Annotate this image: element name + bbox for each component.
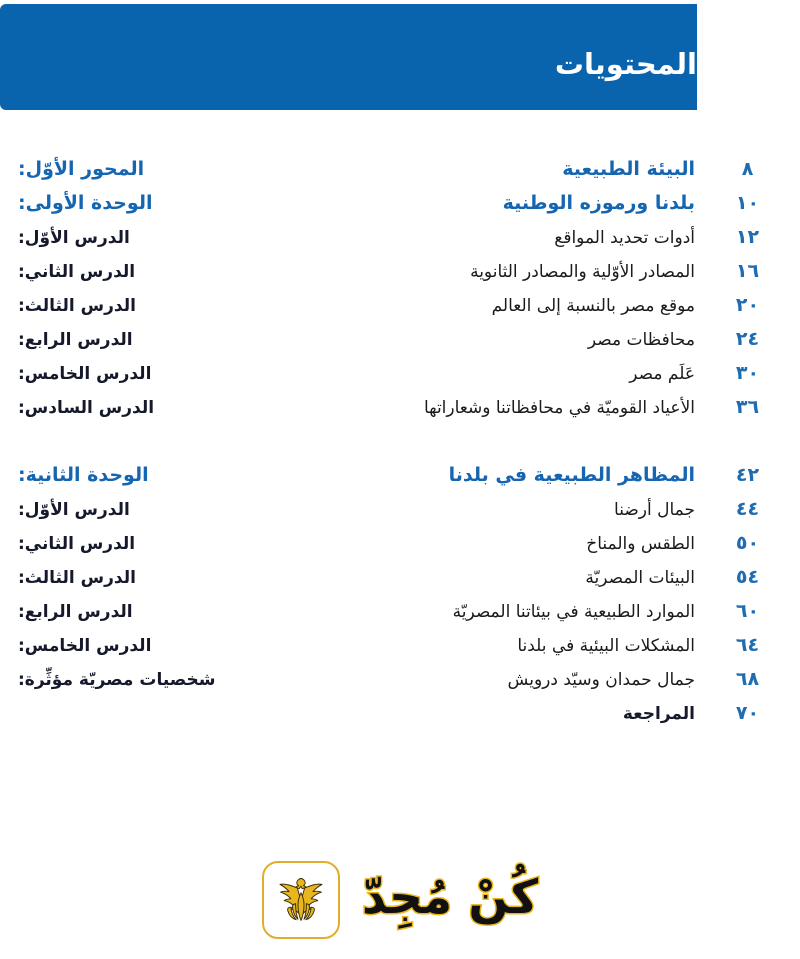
toc-entry-page-number: ٤٤ [735, 498, 760, 520]
toc-entry-title: البيئة الطبيعية [562, 158, 695, 180]
row-spacer [0, 486, 800, 498]
toc-entry-page-number: ٤٢ [735, 464, 760, 486]
toc-entry-label: الدرس الخامس: [18, 364, 152, 384]
toc-entry-page-number: ١٢ [735, 226, 760, 248]
row-spacer [0, 520, 800, 532]
toc-entry-text [0, 228, 695, 248]
toc-entry-text [0, 330, 695, 350]
toc-entry-label: الدرس الثاني: [18, 534, 136, 554]
row-spacer [0, 180, 800, 192]
toc-entry-title: المظاهر الطبيعية في بلدنا [448, 464, 695, 486]
toc-entry[interactable] [0, 226, 800, 248]
row-spacer [0, 656, 800, 668]
toc-entry[interactable] [0, 702, 800, 724]
toc-entry[interactable] [0, 532, 800, 554]
toc-entry-text [0, 158, 695, 180]
toc-entry-page-number: ٦٠ [735, 600, 760, 622]
header-banner-inner [0, 36, 697, 79]
row-spacer [0, 282, 800, 294]
row-spacer [0, 384, 800, 396]
toc-entry-title: جمال أرضنا [614, 500, 695, 520]
toc-entry-page-number: ٦٨ [735, 668, 760, 690]
toc-entry-text [0, 704, 695, 724]
toc-entry-title: الطقس والمناخ [586, 534, 695, 554]
toc-entry-page-number: ٢٤ [735, 328, 760, 350]
toc-entry-label: شخصيات مصريّة مؤثِّرة: [18, 670, 216, 690]
toc-entry-page-number: ٥٤ [735, 566, 760, 588]
toc-entry[interactable] [0, 498, 800, 520]
row-spacer [0, 248, 800, 260]
toc-entry-label: الدرس الثالث: [18, 296, 136, 316]
toc-entry[interactable] [0, 634, 800, 656]
toc-entry-label: الدرس الأوّل: [18, 228, 130, 248]
toc-entry-label: الوحدة الأولى: [18, 192, 153, 214]
toc-entry[interactable] [0, 668, 800, 690]
page-title: المحتويات [554, 46, 697, 81]
phoenix-icon [271, 870, 331, 930]
toc-entry-title: بلدنا ورموزه الوطنية [502, 192, 695, 214]
toc-entry-label: المراجعة [622, 704, 695, 724]
toc-entry-text [0, 364, 695, 384]
toc-entry-text [0, 534, 695, 554]
toc-entry-text [0, 568, 695, 588]
toc-entry-title: المصادر الأوّلية والمصادر الثانوية [470, 262, 695, 282]
toc-entry-page-number: ٣٠ [735, 362, 760, 384]
toc-entry-label: الدرس الثاني: [18, 262, 136, 282]
toc-entry[interactable] [0, 328, 800, 350]
toc-entry[interactable] [0, 192, 800, 214]
toc-entry-label: الدرس الأوّل: [18, 500, 130, 520]
footer-logo [0, 861, 800, 939]
toc-entry-text [0, 670, 695, 690]
toc-entry[interactable] [0, 566, 800, 588]
toc-entry-page-number: ٧٠ [735, 702, 760, 724]
toc-entry-title: محافظات مصر [587, 330, 695, 350]
row-spacer [0, 214, 800, 226]
toc-entry-title: عَلَم مصر [629, 364, 695, 384]
toc-entry-text [0, 500, 695, 520]
row-spacer [0, 418, 800, 464]
toc-entry-label: الوحدة الثانية: [18, 464, 149, 486]
toc-entry-label: الدرس الرابع: [18, 602, 133, 622]
toc-entry-title: جمال حمدان وسيّد درويش [507, 670, 695, 690]
toc-entry-label: الدرس الثالث: [18, 568, 136, 588]
contents-header-banner [0, 4, 697, 110]
toc-entry-label: الدرس الخامس: [18, 636, 152, 656]
row-spacer [0, 690, 800, 702]
toc-entry-text [0, 192, 695, 214]
toc-entry-page-number: ٥٠ [735, 532, 760, 554]
row-spacer [0, 622, 800, 634]
toc-entry-text [0, 296, 695, 316]
toc-entry-text [0, 602, 695, 622]
toc-entry-title: موقع مصر بالنسبة إلى العالم [491, 296, 695, 316]
row-spacer [0, 316, 800, 328]
toc-entry[interactable] [0, 600, 800, 622]
toc-entry-label: الدرس الرابع: [18, 330, 133, 350]
row-spacer [0, 554, 800, 566]
toc-entry-text [0, 464, 695, 486]
toc-entry-title: أدوات تحديد المواقع [554, 228, 695, 248]
motto-text: كُنْ مُجِدّ [361, 869, 539, 925]
toc-entry-title: الموارد الطبيعية في بيئاتنا المصريّة [452, 602, 695, 622]
row-spacer [0, 588, 800, 600]
toc-entry-page-number: ٦٤ [735, 634, 760, 656]
toc-entry[interactable] [0, 464, 800, 486]
toc-entry[interactable] [0, 294, 800, 316]
toc-entry-title: البيئات المصريّة [585, 568, 695, 588]
phoenix-emblem-box [262, 861, 340, 939]
row-spacer [0, 350, 800, 362]
toc-entry-page-number: ٨ [741, 158, 754, 180]
toc-entry-title: الأعياد القوميّة في محافظاتنا وشعاراتها [423, 398, 695, 418]
table-of-contents [0, 158, 800, 724]
toc-entry[interactable] [0, 396, 800, 418]
toc-entry-label: الدرس السادس: [18, 398, 155, 418]
toc-entry[interactable] [0, 158, 800, 180]
toc-entry-label: المحور الأوّل: [18, 158, 145, 180]
toc-entry[interactable] [0, 362, 800, 384]
toc-entry-page-number: ١٠ [735, 192, 760, 214]
toc-entry-text [0, 398, 695, 418]
toc-entry-text [0, 636, 695, 656]
toc-entry-page-number: ٣٦ [735, 396, 760, 418]
toc-entry-text [0, 262, 695, 282]
toc-entry[interactable] [0, 260, 800, 282]
toc-entry-title: المشكلات البيئية في بلدنا [517, 636, 695, 656]
toc-entry-page-number: ١٦ [735, 260, 760, 282]
toc-entry-page-number: ٢٠ [735, 294, 760, 316]
